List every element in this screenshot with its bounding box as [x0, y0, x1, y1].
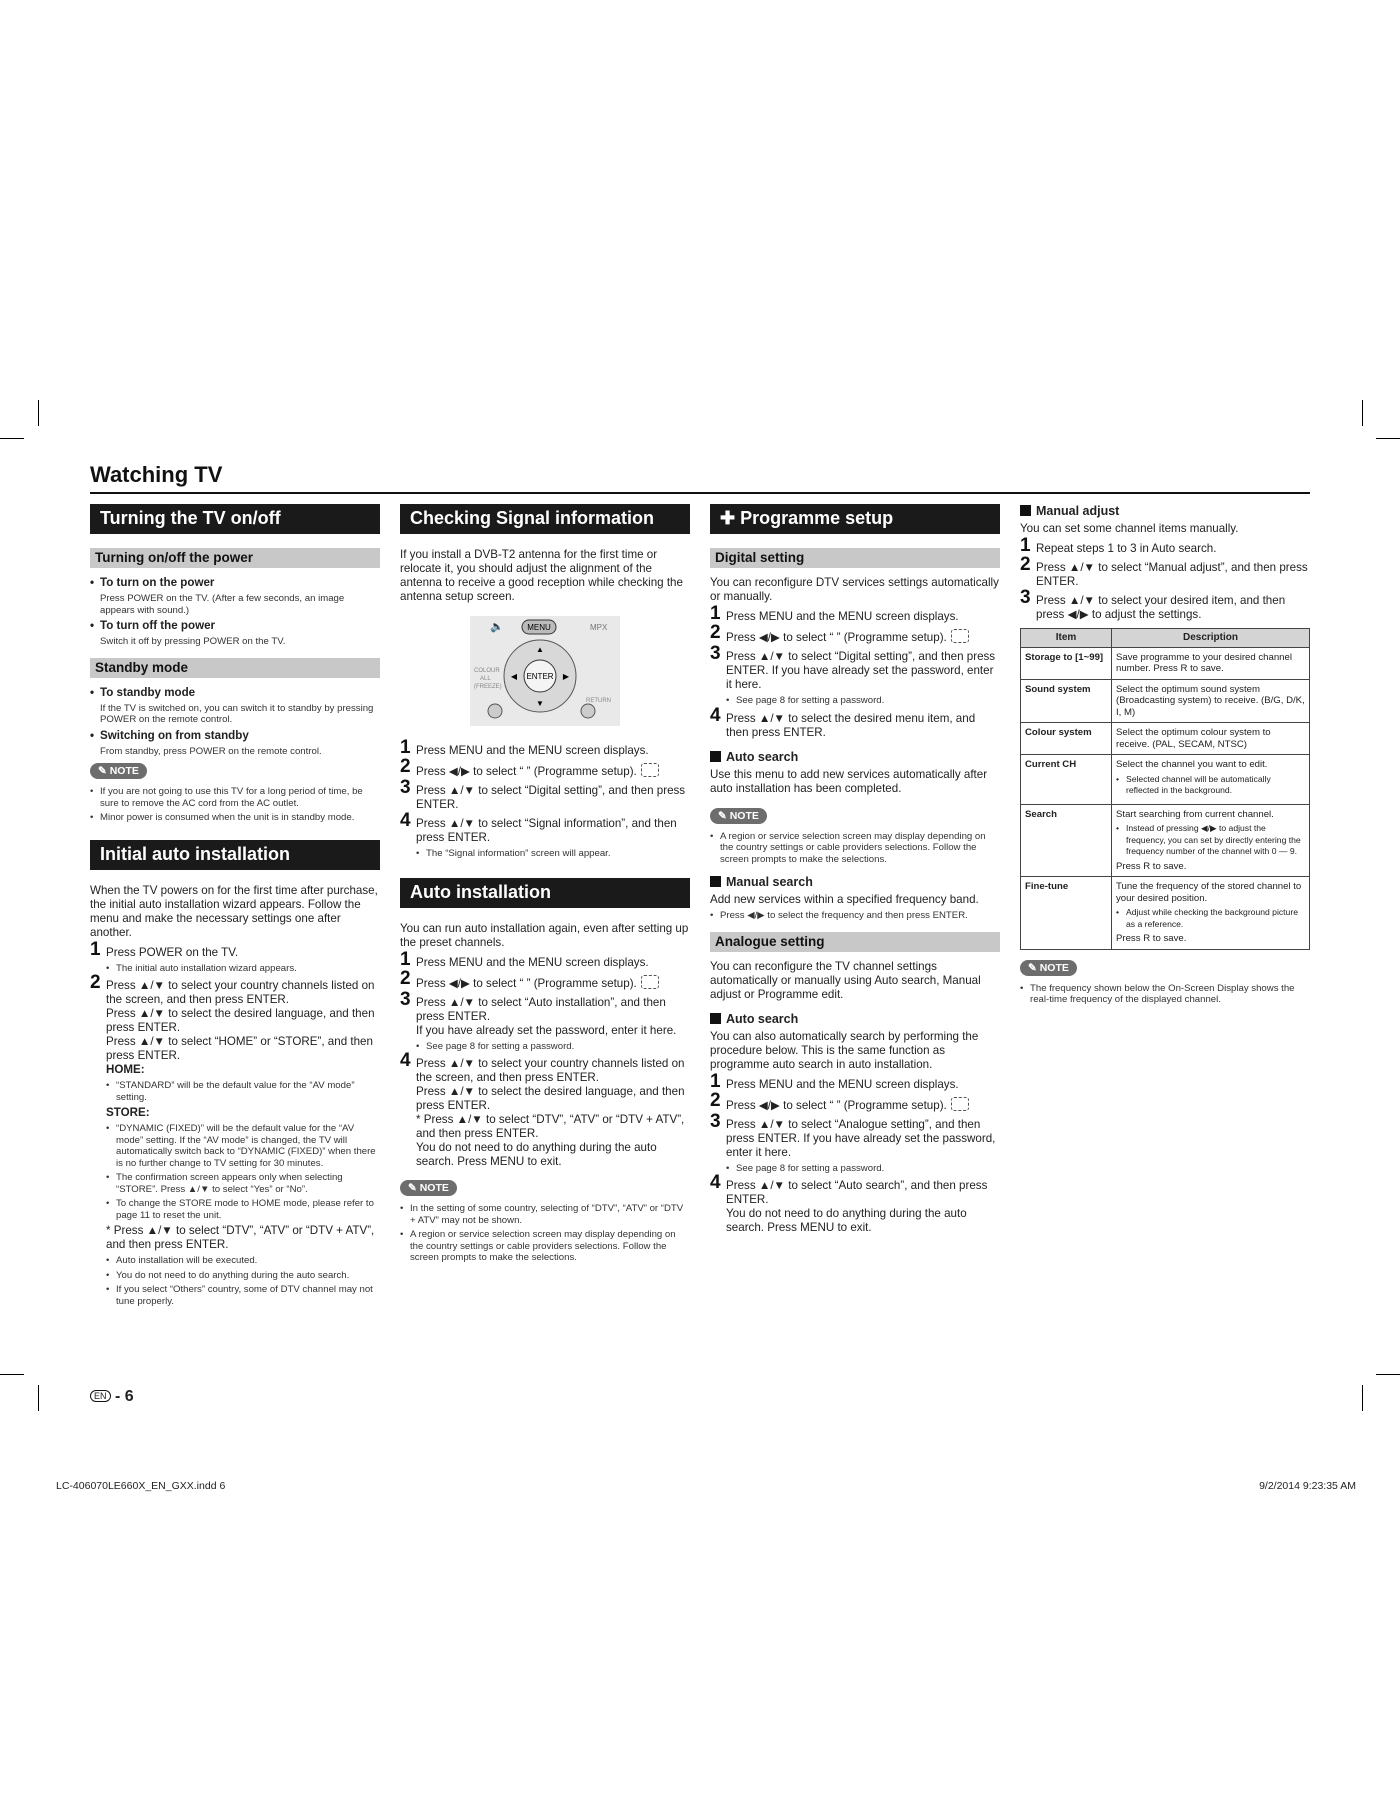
- digital-step-3: 3 Press ▲/▼ to select “Digital setting”, and then press ENTER. If you have already set the password, enter it here. • See page 8 for setting a password.: [710, 650, 1000, 707]
- auto-step-1: 1 Press MENU and the MENU screen displays.: [400, 948, 649, 970]
- column-1: [90, 504, 380, 1312]
- crop-mark: [0, 1374, 24, 1375]
- note-badge: ✎ NOTE: [400, 1180, 457, 1196]
- colour-key-label: COLOUR: [474, 668, 500, 674]
- up-arrow-icon: ▲: [536, 645, 544, 654]
- turn-off-text: Switch it off by pressing POWER on the TV.: [100, 636, 286, 647]
- note-icon: ✎: [718, 809, 730, 822]
- auto-step-4: 4 Press ▲/▼ to select your country channels listed on the screen, and then press ENTER. Press ▲/▼ to select the desired language, and then press ENTER. * Press ▲/▼ to select “DTV”, “ATV” or “DTV + ATV”, and then press ENTER. You do not need to do anything during the auto search. Press MENU to exit.: [400, 1050, 685, 1168]
- to-standby-title: • To standby mode: [90, 686, 380, 700]
- manual-adjust-table: [1020, 628, 1310, 950]
- table-row: Current CH Select the channel you want to edit. • Selected channel will be automatically reflected in the background.: [1021, 755, 1310, 805]
- enter-key-label: ENTER: [526, 672, 554, 681]
- column-2: [400, 504, 690, 1267]
- subsection-standby: Standby mode: [90, 658, 380, 678]
- note-item: • In the setting of some country, selecting of “DTV”, “ATV” or “DTV + ATV” may not be shown.: [400, 1203, 690, 1226]
- crop-mark: [1376, 438, 1400, 439]
- crop-mark: [38, 1385, 39, 1411]
- note-item: • A region or service selection screen may display depending on the country settings or cable providers selections. Follow the screen prompts to make the selections.: [400, 1229, 690, 1264]
- signal-step-1: 1 Press MENU and the MENU screen displays.: [400, 737, 649, 758]
- crop-mark: [1362, 400, 1363, 426]
- analogue-step-3: 3 Press ▲/▼ to select “Analogue setting”, and then press ENTER. If you have already set the password, enter it here. • See page 8 for setting a password.: [710, 1118, 1000, 1175]
- menu-key-label: MENU: [527, 623, 551, 632]
- section-signal-title: Checking Signal information: [400, 504, 690, 534]
- right-arrow-icon: ▶: [562, 672, 570, 681]
- remote-control-illustration: [470, 616, 620, 726]
- programme-setup-icon: [641, 975, 659, 989]
- section-initial-title: Initial auto installation: [90, 840, 380, 870]
- auto-step-3: 3 Press ▲/▼ to select “Auto installation”, and then press ENTER. If you have already set the password, enter it here. • See page 8 for setting a password.: [400, 996, 690, 1053]
- auto-search-text: Use this menu to add new services automatically after auto installation has been completed.: [710, 767, 988, 795]
- section-programme-title: ✚ Programme setup: [710, 504, 1000, 534]
- subsection-power: Turning on/off the power: [90, 548, 380, 568]
- from-standby-title: • Switching on from standby: [90, 729, 380, 743]
- column-3: [710, 504, 1000, 1240]
- analogue-auto-search-text: You can also automatically search by performing the procedure below. This is the same function as programme auto search in auto installation.: [710, 1029, 979, 1071]
- turn-on-text: Press POWER on the TV. (After a few seconds, an image appears with sound.): [100, 593, 345, 616]
- table-row: Colour system Select the optimum colour system to receive. (PAL, SECAM, NTSC): [1021, 723, 1310, 755]
- crop-mark: [1376, 1374, 1400, 1375]
- freeze-key-label: (FREEZE): [474, 684, 502, 690]
- column-4: [1020, 504, 1310, 1009]
- auto-step-2: 2 Press ◀/▶ to select “ ” (Programme setup).: [400, 975, 690, 991]
- signal-step-2: 2 Press ◀/▶ to select “ ” (Programme setup).: [400, 763, 690, 779]
- note-badge: ✎ NOTE: [1020, 960, 1077, 976]
- crop-mark: [0, 438, 24, 439]
- signal-step-3: 3 Press ▲/▼ to select “Digital setting”, and then press ENTER.: [400, 777, 686, 811]
- to-standby-text: If the TV is switched on, you can switch it to standby by pressing POWER on the remote control.: [100, 702, 374, 725]
- programme-setup-icon: [951, 1097, 969, 1111]
- signal-intro: If you install a DVB-T2 antenna for the first time or relocate it, you should adjust the alignment of the antenna to receive a good reception while checking the antenna setup screen.: [400, 548, 683, 603]
- page-footer: EN - 6: [90, 1388, 134, 1406]
- section-auto-title: Auto installation: [400, 878, 690, 908]
- table-header: Item: [1021, 629, 1112, 648]
- programme-setup-icon: [951, 629, 969, 643]
- digital-step-2: 2 Press ◀/▶ to select “ ” (Programme setup).: [710, 629, 1000, 645]
- manual-search-heading: Manual search: [710, 875, 1000, 889]
- subsection-digital: Digital setting: [710, 548, 1000, 568]
- auto-search-heading: Auto search: [710, 750, 1000, 764]
- initial-step-1: 1 Press POWER on the TV. • The initial auto installation wizard appears.: [90, 946, 380, 975]
- note-icon: ✎: [98, 765, 110, 777]
- manual-step-1: 1 Repeat steps 1 to 3 in Auto search.: [1020, 535, 1217, 556]
- analogue-intro: You can reconfigure the TV channel settings automatically or manually using Auto search, Manual adjust or Programme edit.: [710, 959, 981, 1001]
- note-item: • A region or service selection screen may display depending on the country settings or cable providers selections. Follow the screen prompts to make the selections.: [710, 831, 1000, 866]
- table-row: Storage to [1~99] Save programme to your desired channel number. Press R to save.: [1021, 647, 1310, 679]
- digital-step-4: 4 Press ▲/▼ to select the desired menu item, and then press ENTER.: [710, 704, 976, 739]
- turn-on-title: • To turn on the power: [90, 576, 380, 590]
- speaker-icon: 🔈: [490, 621, 504, 633]
- analogue-step-4: 4 Press ▲/▼ to select “Auto search”, and then press ENTER. You do not need to do anything during the auto search. Press MENU to exit.: [710, 1172, 988, 1234]
- turn-off-title: • To turn off the power: [90, 619, 380, 633]
- table-row: Fine-tune Tune the frequency of the stored channel to your desired position. • Adjust while checking the background picture as a reference. Press R to save.: [1021, 877, 1310, 950]
- puzzle-icon: ✚: [720, 508, 741, 528]
- note-item: • If you are not going to use this TV for a long period of time, be sure to remove the AC cord from the AC outlet.: [90, 786, 380, 809]
- page-title: Watching TV: [90, 462, 223, 487]
- file-name: LC-406070LE660X_EN_GXX.indd 6: [56, 1480, 226, 1492]
- all-key-label: ALL: [480, 676, 491, 682]
- analogue-step-1: 1 Press MENU and the MENU screen displays.: [710, 1070, 959, 1092]
- language-badge: EN: [90, 1390, 111, 1402]
- manual-search-text: Add new services within a specified frequency band.: [710, 893, 979, 906]
- section-turning-title: Turning the TV on/off: [90, 504, 380, 534]
- table-row: Sound system Select the optimum sound system (Broadcasting system) to receive. (B/G, D/K, I, M): [1021, 679, 1310, 723]
- note-icon: ✎: [1028, 961, 1040, 974]
- manual-adjust-intro: You can set some channel items manually.: [1020, 522, 1239, 535]
- initial-intro: When the TV powers on for the first time after purchase, the initial auto installation wizard appears. Follow the menu and make the necessary settings one after another.: [90, 883, 378, 939]
- from-standby-text: From standby, press POWER on the remote control.: [100, 745, 322, 757]
- analogue-auto-search-heading: Auto search: [710, 1012, 1000, 1026]
- subsection-analogue: Analogue setting: [710, 932, 1000, 952]
- note-badge: ✎ NOTE: [90, 763, 147, 779]
- table-header: Description: [1112, 629, 1310, 648]
- return-key-label: RETURN: [586, 698, 611, 704]
- manual-adjust-heading: Manual adjust: [1020, 504, 1310, 518]
- title-rule: [90, 492, 1310, 494]
- analogue-step-2: 2 Press ◀/▶ to select “ ” (Programme setup).: [710, 1097, 1000, 1113]
- auto-intro: You can run auto installation again, even after setting up the preset channels.: [400, 921, 689, 949]
- note-item: • Minor power is consumed when the unit is in standby mode.: [90, 812, 380, 824]
- page-number: 6: [124, 1388, 134, 1405]
- left-arrow-icon: ◀: [510, 672, 518, 681]
- note-badge: ✎ NOTE: [710, 808, 767, 824]
- crop-mark: [1362, 1385, 1363, 1411]
- manual-step-3: 3 Press ▲/▼ to select your desired item, and then press ◀/▶ to adjust the settings.: [1020, 587, 1286, 621]
- signal-step-4: 4 Press ▲/▼ to select “Signal information”, and then press ENTER. • The “Signal information” screen will appear.: [400, 817, 690, 860]
- manual-step-2: 2 Press ▲/▼ to select “Manual adjust”, and then press ENTER.: [1020, 554, 1308, 588]
- note-icon: ✎: [408, 1182, 420, 1194]
- manual-search-bullet: • Press ◀/▶ to select the frequency and then press ENTER.: [710, 910, 1000, 922]
- digital-step-1: 1 Press MENU and the MENU screen displays.: [710, 603, 959, 624]
- programme-setup-icon: [641, 763, 659, 777]
- crop-mark: [38, 400, 39, 426]
- table-row: Search Start searching from current channel. • Instead of pressing ◀/▶ to adjust the frequency, you can set by directly entering the frequency number of the channel with 0 — 9. Press R to save.: [1021, 804, 1310, 877]
- note-item: • The frequency shown below the On-Screen Display shows the real-time frequency of the displayed channel.: [1020, 983, 1310, 1006]
- initial-step-2: 2 Press ▲/▼ to select your country channels listed on the screen, and then press ENTER. Press ▲/▼ to select the desired language, and then press ENTER. Press ▲/▼ to select “HOME” or “STORE”, and then press ENTER. HOME: • “STANDARD” will be the default value for the “AV mode” setting. STORE: • “DYNAMIC (FIXED)” will be the default value for the “AV mode” setting. If the “AV mode” is changed, the TV will automatically switch back to “DYNAMIC (FIXED)” when there is no further change to TV setting for 30 minutes. • The confirmation screen appears only when selecting “STORE”. Press ▲/▼ to select “Yes” or “No”. • To change the STORE mode to HOME mode, please refer to page 11 to reset the unit. * Press ▲/▼ to select “DTV”, “ATV” or “DTV + ATV”, and then press ENTER. • Auto installation will be executed. • You do not need to do anything during the auto search. • If you select “Others” country, some of DTV channel may not tune properly.: [90, 979, 380, 1307]
- mpx-key-label: MPX: [590, 623, 608, 632]
- digital-intro: You can reconfigure DTV services settings automatically or manually.: [710, 576, 999, 603]
- print-timestamp: 9/2/2014 9:23:35 AM: [1259, 1480, 1356, 1492]
- down-arrow-icon: ▼: [536, 699, 544, 708]
